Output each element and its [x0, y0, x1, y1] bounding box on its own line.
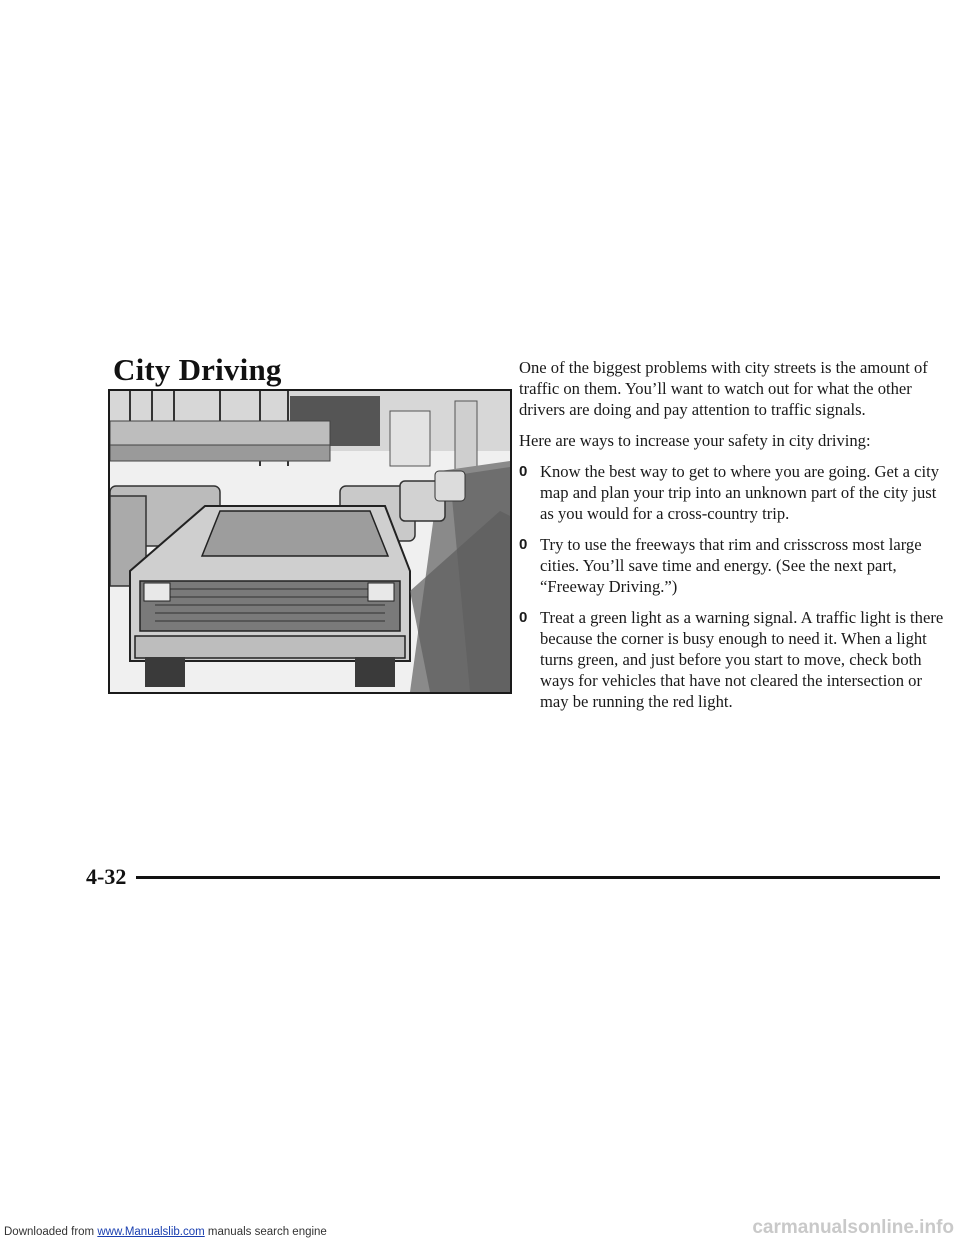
download-prefix: Downloaded from — [4, 1226, 95, 1238]
bullet-glyph: 0 — [519, 609, 528, 626]
manualslib-link[interactable]: www.Manualslib.com — [97, 1226, 205, 1238]
bullet-glyph: 0 — [519, 463, 528, 480]
footer-rule — [136, 876, 940, 879]
site-watermark: carmanualsonline.info — [752, 1217, 954, 1238]
section-title: City Driving — [113, 352, 282, 387]
page-number: 4-32 — [86, 864, 127, 889]
intro-paragraph: One of the biggest problems with city streets is the amount of traffic on them. You’ll want to watch out for what the other drivers are doing and pay attention to traffic signals. — [519, 358, 928, 419]
list-item-text: Know the best way to get to where you are going. Get a city map and plan your trip into an unknown part of the city just as you would for a cross-country trip. — [540, 462, 940, 523]
city-traffic-illustration — [108, 389, 512, 694]
list-item — [519, 461, 944, 524]
list-item — [519, 607, 944, 712]
bullet-glyph: 0 — [519, 536, 528, 553]
download-suffix: manuals search engine — [207, 1226, 327, 1238]
list-item-text: Treat a green light as a warning signal. A traffic light is there because the corner is busy enough to need it. When a light turns green, and just before you start to move, check both ways for vehicles that have not cleared the intersection or may be running the red light. — [540, 608, 944, 711]
body-text-column — [519, 357, 944, 722]
download-header — [4, 1226, 327, 1238]
tips-list — [519, 461, 944, 712]
lead-paragraph: Here are ways to increase your safety in city driving: — [519, 431, 871, 450]
list-item-text: Try to use the freeways that rim and crisscross most large cities. You’ll save time and energy. (See the next part, “Freeway Driving.”) — [540, 535, 922, 596]
list-item — [519, 534, 944, 597]
